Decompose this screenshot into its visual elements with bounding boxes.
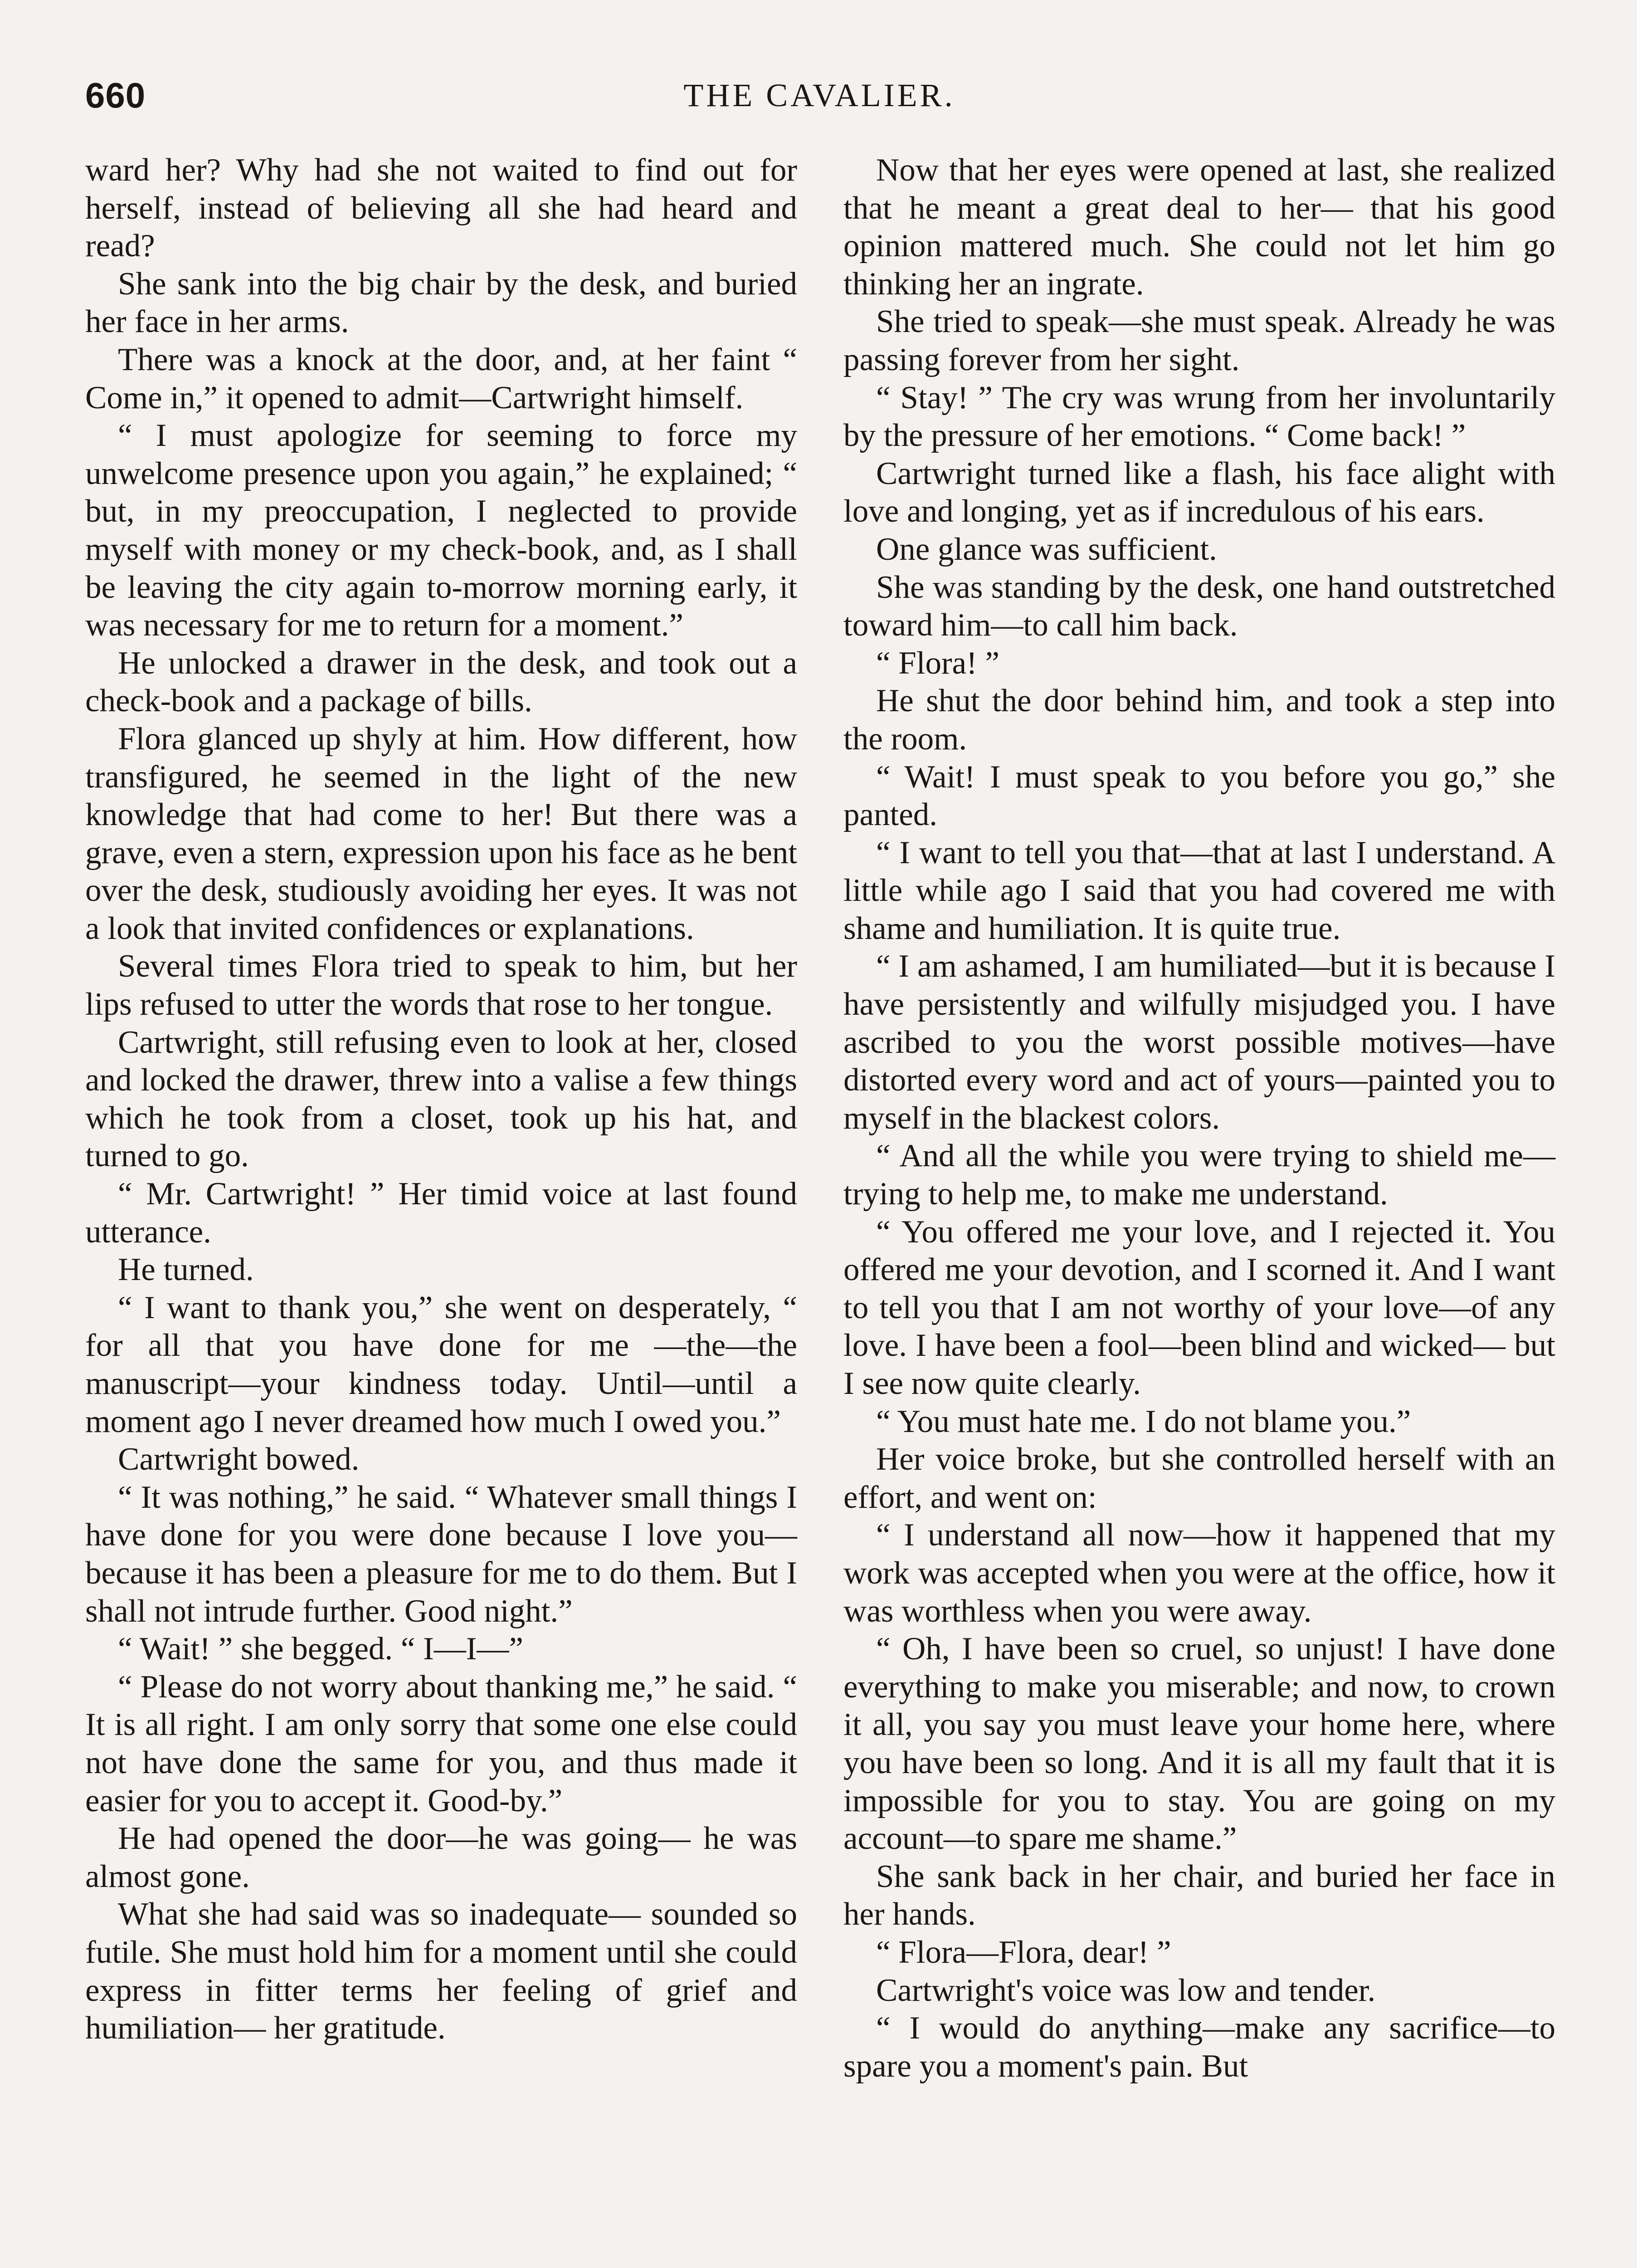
paragraph: Cartwright's voice was low and tender. (876, 1972, 1376, 2008)
text-column-right (843, 152, 1555, 2085)
paragraph: Cartwright bowed. (118, 1442, 360, 1477)
paragraph: “ I am ashamed, I am humiliated—but it is because I have persistently and wilfully misjudged you. I have ascribed to you the worst possible motives—have distorted every word and act of yours—painted you to myself in the blackest colors. (843, 948, 1555, 1136)
running-head: THE CAVALIER. (683, 77, 955, 113)
paragraph: “ It was nothing,” he said. “ Whatever small things I have done for you were done because I love you—because it has been a pleasure for me to do them. But I shall not intrude further. Good night.” (85, 1479, 797, 1629)
text-column-left (85, 152, 797, 2048)
paragraph: He had opened the door—he was going— he was almost gone. (85, 1821, 797, 1894)
paragraph: “ Mr. Cartwright! ” Her timid voice at last found utterance. (85, 1176, 797, 1250)
paragraph: “ You offered me your love, and I rejected it. You offered me your devotion, and I scorned it. And I want to tell you that I am not worthy of your love—of any love. I have been a fool—been blind and wicked— but I see now quite clearly. (843, 1214, 1555, 1401)
paragraph: Now that her eyes were opened at last, she realized that he meant a great deal to her— that his good opinion mattered much. She could not let him go thinking her an ingrate. (843, 152, 1555, 302)
paragraph: What she had said was so inadequate— sounded so futile. She must hold him for a moment until she could express in fitter terms her feeling of grief and humiliation— her gratitude. (85, 1897, 797, 2046)
paragraph: He shut the door behind him, and took a step into the room. (843, 683, 1555, 757)
paragraph: “ Wait! ” she begged. “ I—I—” (118, 1631, 523, 1667)
paragraph: One glance was sufficient. (876, 531, 1217, 567)
paragraph: “ I want to tell you that—that at last I understand. A little while ago I said that you had covered me with shame and humiliation. It is quite true. (843, 835, 1555, 946)
paragraph: ward her? Why had she not waited to find out for herself, instead of believing all she had heard and read? (85, 152, 797, 264)
paragraph: “ Stay! ” The cry was wrung from her involuntarily by the pressure of her emotions. “ Come back! ” (843, 380, 1555, 454)
paragraph: Several times Flora tried to speak to him, but her lips refused to utter the words that rose to her tongue. (85, 948, 797, 1022)
page-number: 660 (85, 75, 146, 115)
paragraph: “ I would do anything—make any sacrifice—to spare you a moment's pain. But (843, 2010, 1555, 2084)
paragraph: She was standing by the desk, one hand outstretched toward him—to call him back. (843, 569, 1555, 643)
paragraph: Cartwright, still refusing even to look at her, closed and locked the drawer, threw into a valise a few things which he took from a closet, took up his hat, and turned to go. (85, 1024, 797, 1174)
paragraph: “ I must apologize for seeming to force my unwelcome presence upon you again,” he explained; “ but, in my preoccupation, I neglected to provide myself with money or my check-book, and, as I shall be leaving the city again to-morrow morning early, it was necessary for me to return for a moment.” (85, 418, 797, 643)
paragraph: “ I want to thank you,” she went on desperately, “ for all that you have done for me —the—the manuscript—your kindness today. Until—until a moment ago I never dreamed how much I owed you.” (85, 1290, 797, 1439)
paragraph: There was a knock at the door, and, at her faint “ Come in,” it opened to admit—Cartwright himself. (85, 342, 797, 415)
paragraph: “ Flora—Flora, dear! ” (876, 1934, 1171, 1970)
paragraph: “ Please do not worry about thanking me,” he said. “ It is all right. I am only sorry that some one else could not have done the same for you, and thus made it easier for you to accept it. Good-by.” (85, 1669, 797, 1818)
paragraph: He unlocked a drawer in the desk, and took out a check-book and a package of bills. (85, 645, 797, 719)
paragraph: Flora glanced up shyly at him. How different, how transfigured, he seemed in the light of the new knowledge that had come to her! But there was a grave, even a stern, expression upon his face as he bent over the desk, studiously avoiding her eyes. It was not a look that invited confidences or explanations. (85, 721, 797, 946)
paragraph: She tried to speak—she must speak. Already he was passing forever from her sight. (843, 304, 1555, 377)
paragraph: Cartwright turned like a flash, his face alight with love and longing, yet as if incredulous of his ears. (843, 455, 1555, 529)
paragraph: She sank back in her chair, and buried her face in her hands. (843, 1858, 1555, 1932)
paragraph: Her voice broke, but she controlled herself with an effort, and went on: (843, 1442, 1555, 1515)
paragraph: “ Flora! ” (876, 645, 1000, 681)
paragraph: She sank into the big chair by the desk, and buried her face in her arms. (85, 266, 797, 340)
paragraph: “ I understand all now—how it happened that my work was accepted when you were at the office, how it was worthless when you were away. (843, 1517, 1555, 1629)
paragraph: “ Wait! I must speak to you before you go,” she panted. (843, 759, 1555, 833)
paragraph: “ Oh, I have been so cruel, so unjust! I have done everything to make you miserable; and now, to crown it all, you say you must leave your home here, where you have been so long. And it is all my fault that it is impossible for you to stay. You are going on my account—to spare me shame.” (843, 1631, 1555, 1857)
page-header (85, 68, 1554, 127)
paragraph: He turned. (118, 1252, 254, 1288)
paragraph: “ And all the while you were trying to shield me—trying to help me, to make me understand. (843, 1138, 1555, 1212)
paragraph: “ You must hate me. I do not blame you.” (876, 1403, 1411, 1439)
